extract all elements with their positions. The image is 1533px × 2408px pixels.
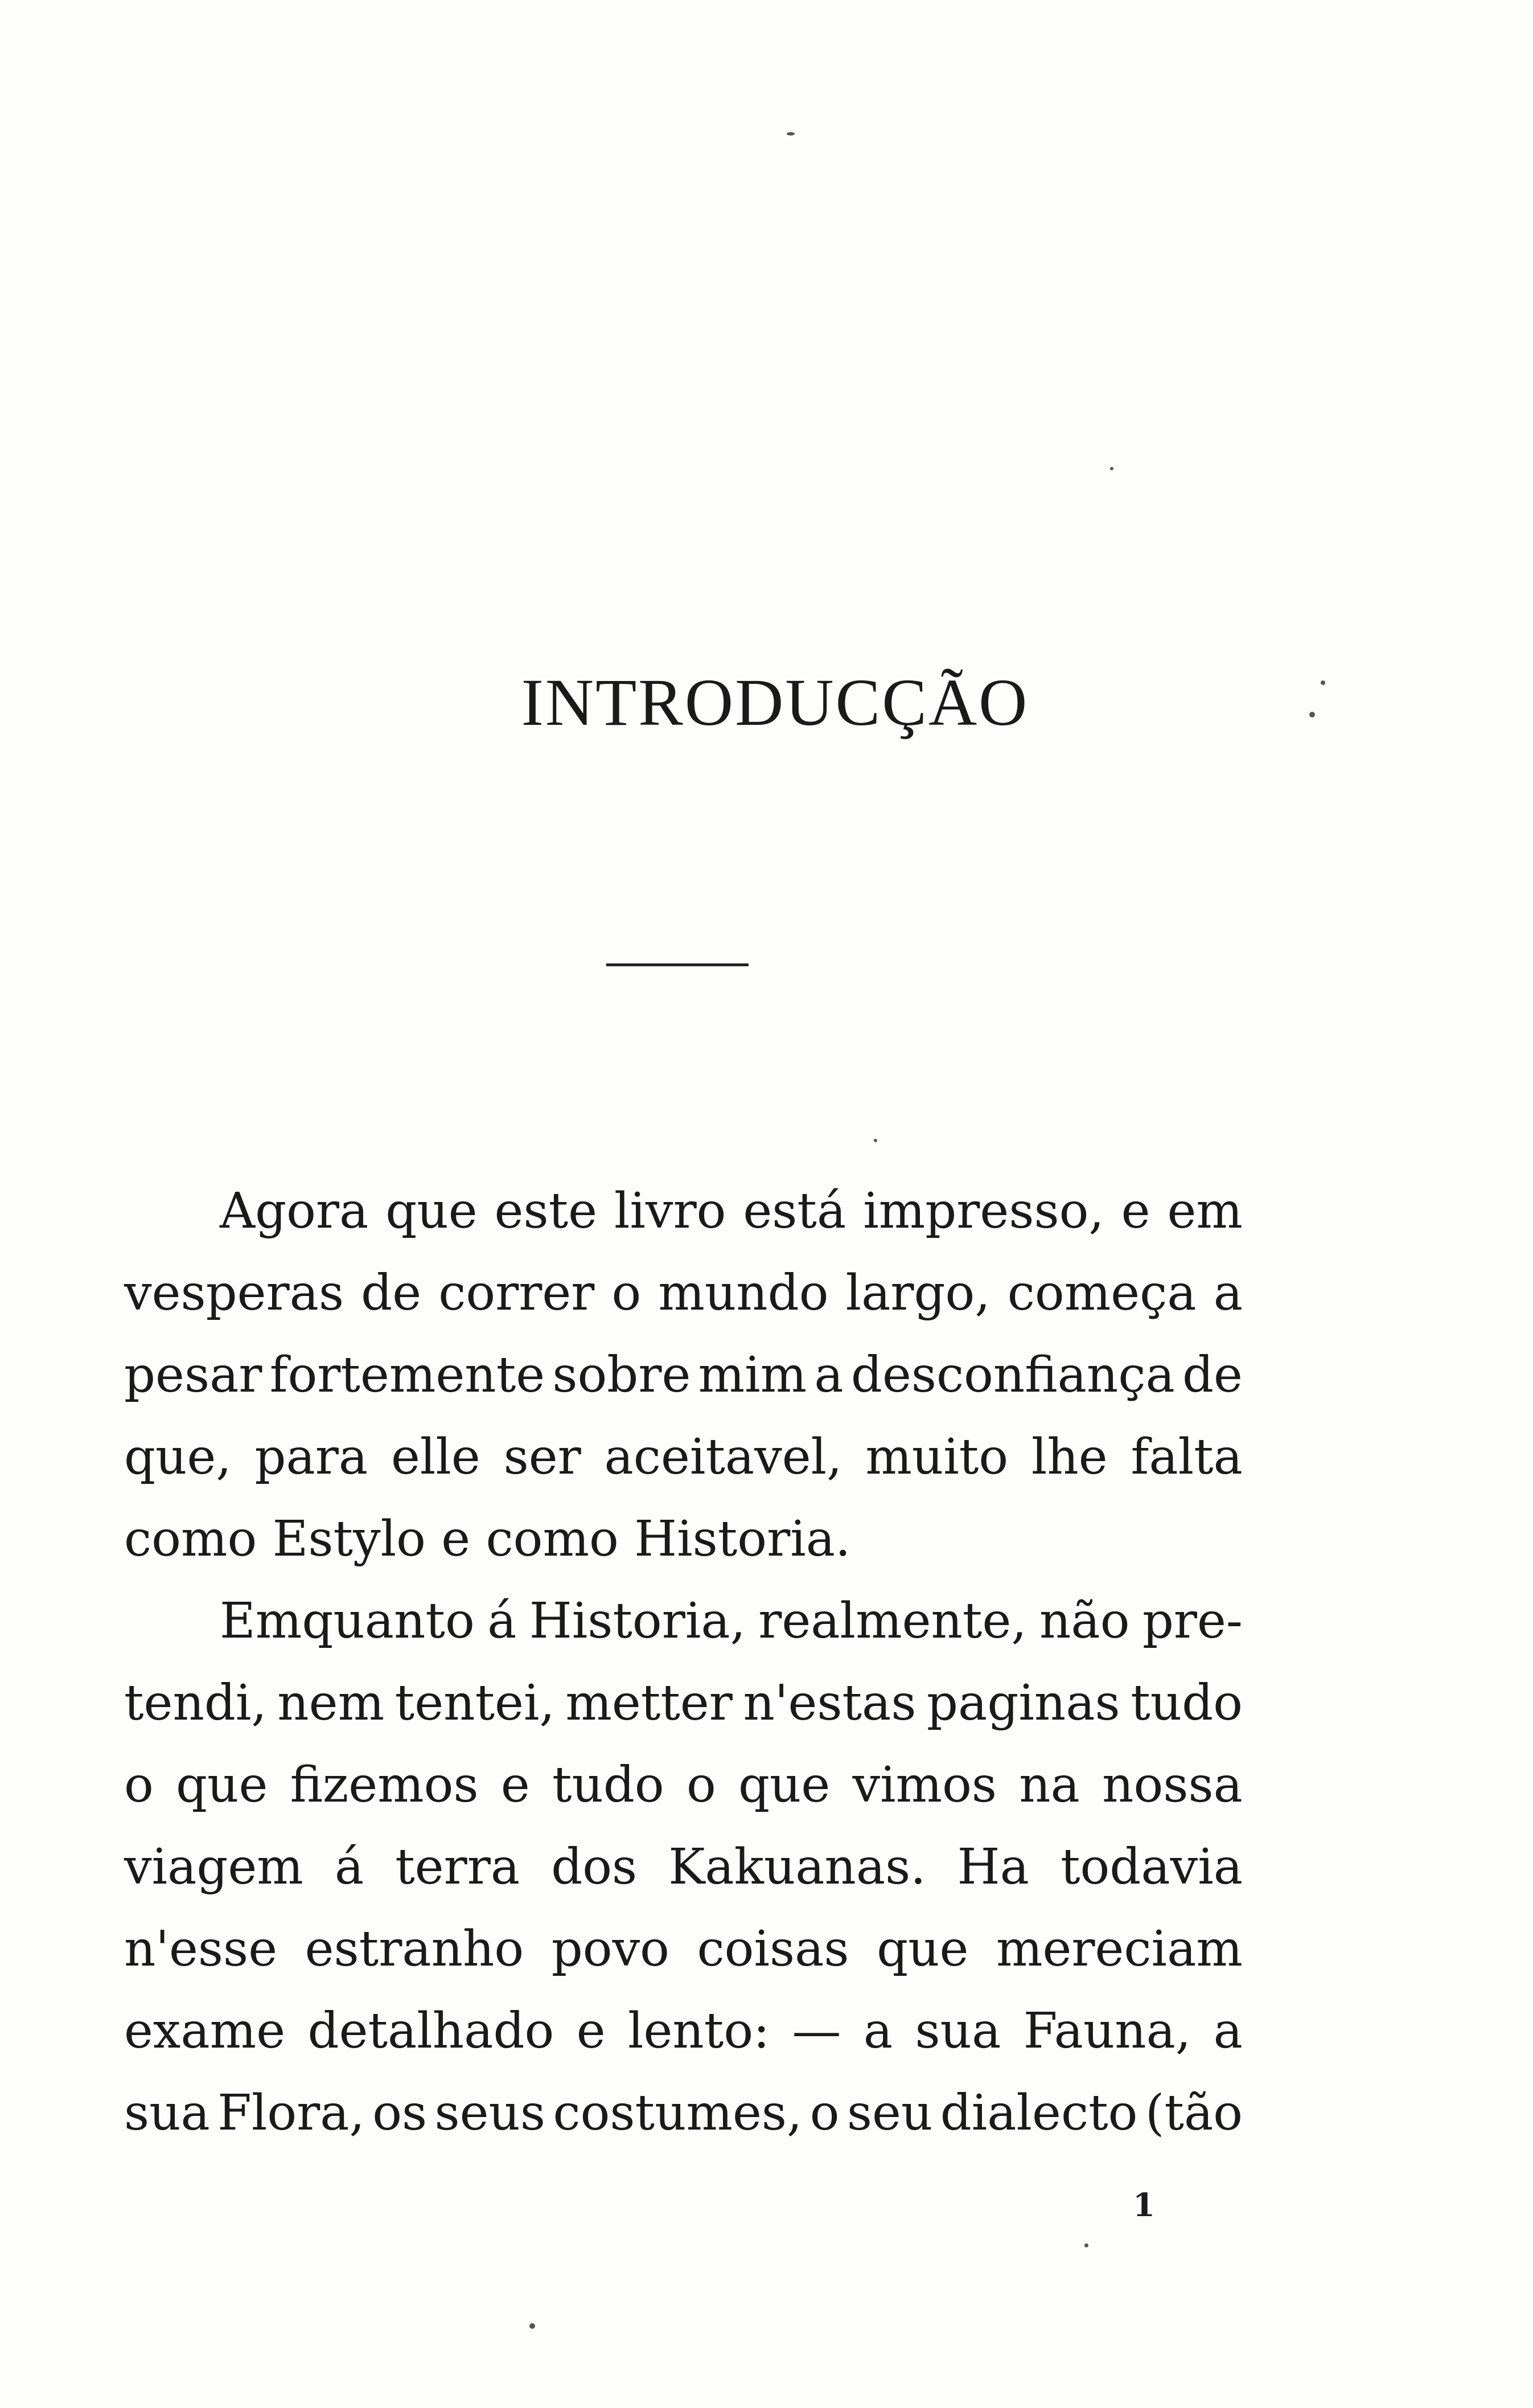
word: Fauna, bbox=[1023, 2003, 1191, 2060]
text-line bbox=[124, 1170, 1243, 1252]
word: á bbox=[334, 1839, 364, 1896]
paper-speck bbox=[1084, 2243, 1088, 2247]
word: o bbox=[124, 1757, 154, 1814]
text-line: como Estylo e como Historia. bbox=[124, 1511, 851, 1568]
word: paginas bbox=[927, 1675, 1120, 1732]
word: a bbox=[863, 2003, 893, 2060]
paper-speck bbox=[1110, 467, 1113, 470]
word: tudo bbox=[552, 1757, 664, 1814]
text-line bbox=[124, 1416, 1243, 1498]
word: fizemos bbox=[290, 1757, 479, 1814]
body-text bbox=[124, 1170, 1243, 2154]
word: e bbox=[1121, 1183, 1150, 1240]
word: este bbox=[494, 1183, 598, 1240]
word: sobre bbox=[552, 1347, 691, 1404]
word: sua bbox=[915, 2003, 1001, 2060]
word: terra bbox=[395, 1839, 520, 1896]
word: mim bbox=[698, 1347, 807, 1404]
word: fortemente bbox=[269, 1347, 545, 1404]
word: n'esse bbox=[124, 1921, 278, 1978]
word: que bbox=[385, 1183, 478, 1240]
word: sua bbox=[124, 2085, 210, 2142]
paper-speck bbox=[787, 132, 795, 136]
word: Historia, bbox=[529, 1593, 746, 1650]
word: começa bbox=[1007, 1265, 1197, 1322]
word: vimos bbox=[852, 1757, 997, 1814]
word: os bbox=[372, 2085, 428, 2142]
word: n'estas bbox=[743, 1675, 916, 1732]
word: detalhado bbox=[307, 2003, 554, 2060]
word: o bbox=[686, 1757, 716, 1814]
word: Emquanto bbox=[220, 1593, 475, 1650]
word: muito bbox=[865, 1429, 1009, 1486]
word: largo, bbox=[845, 1265, 991, 1322]
word: Kakuanas. bbox=[668, 1839, 926, 1896]
word: para bbox=[254, 1429, 368, 1486]
word: dialecto bbox=[940, 2085, 1138, 2142]
word: á bbox=[487, 1593, 517, 1650]
word: nossa bbox=[1102, 1757, 1243, 1814]
word: a bbox=[814, 1347, 844, 1404]
word: todavia bbox=[1060, 1839, 1243, 1896]
word: (tão bbox=[1145, 2085, 1243, 2142]
word: que, bbox=[124, 1429, 232, 1486]
word: que bbox=[176, 1757, 268, 1814]
word: aceitavel, bbox=[604, 1429, 842, 1486]
word: o bbox=[611, 1265, 642, 1322]
word: e bbox=[500, 1757, 530, 1814]
word: pre- bbox=[1142, 1593, 1243, 1650]
text-line bbox=[124, 1990, 1243, 2072]
word: não bbox=[1039, 1593, 1130, 1650]
word: na bbox=[1019, 1757, 1080, 1814]
word: seu bbox=[846, 2085, 933, 2142]
text-line bbox=[124, 1580, 1243, 1662]
word: pesar bbox=[124, 1347, 262, 1404]
text-line bbox=[124, 1662, 1243, 1744]
word: Flora, bbox=[217, 2085, 365, 2142]
word: que bbox=[877, 1921, 969, 1978]
word: impresso, bbox=[863, 1183, 1104, 1240]
word: metter bbox=[565, 1675, 733, 1732]
heading-rule bbox=[606, 963, 749, 966]
word: elle bbox=[391, 1429, 480, 1486]
word: mundo bbox=[658, 1265, 829, 1322]
chapter-heading: INTRODUCÇÃO bbox=[521, 665, 1029, 740]
text-line bbox=[124, 1826, 1243, 1908]
word: realmente, bbox=[758, 1593, 1027, 1650]
paper-speck bbox=[874, 1139, 877, 1142]
word: coisas bbox=[697, 1921, 849, 1978]
word: estranho bbox=[305, 1921, 524, 1978]
word: costumes, bbox=[553, 2085, 803, 2142]
word: — bbox=[792, 2003, 841, 2060]
paper-speck bbox=[529, 2323, 535, 2329]
word: a bbox=[1213, 2003, 1243, 2060]
word: lento: bbox=[627, 2003, 770, 2060]
word: desconfiança bbox=[850, 1347, 1175, 1404]
word: está bbox=[743, 1183, 846, 1240]
page-number: 1 bbox=[1133, 2187, 1155, 2224]
word: mereciam bbox=[996, 1921, 1243, 1978]
word: tentei, bbox=[394, 1675, 555, 1732]
paper-speck bbox=[1309, 712, 1315, 717]
text-line bbox=[124, 1908, 1243, 1990]
word: a bbox=[1213, 1265, 1243, 1322]
word: Agora bbox=[220, 1183, 369, 1240]
text-line bbox=[124, 1252, 1243, 1334]
text-line bbox=[124, 2072, 1243, 2154]
text-line bbox=[124, 1744, 1243, 1826]
word: que bbox=[738, 1757, 831, 1814]
word: livro bbox=[614, 1183, 726, 1240]
word: povo bbox=[551, 1921, 669, 1978]
text-line bbox=[124, 1334, 1243, 1416]
word: ser bbox=[503, 1429, 581, 1486]
word: de bbox=[1182, 1347, 1243, 1404]
word: o bbox=[809, 2085, 840, 2142]
word: viagem bbox=[124, 1839, 303, 1896]
word: Ha bbox=[957, 1839, 1029, 1896]
word: tendi, bbox=[124, 1675, 267, 1732]
word: dos bbox=[551, 1839, 638, 1896]
word: tudo bbox=[1131, 1675, 1243, 1732]
paper-speck bbox=[1321, 680, 1325, 685]
word: falta bbox=[1131, 1429, 1243, 1486]
word: correr bbox=[438, 1265, 595, 1322]
word: exame bbox=[124, 2003, 286, 2060]
word: nem bbox=[277, 1675, 385, 1732]
word: seus bbox=[434, 2085, 546, 2142]
word: em bbox=[1167, 1183, 1243, 1240]
word: vesperas bbox=[124, 1265, 344, 1322]
word: lhe bbox=[1031, 1429, 1108, 1486]
word: de bbox=[361, 1265, 422, 1322]
word: e bbox=[576, 2003, 606, 2060]
